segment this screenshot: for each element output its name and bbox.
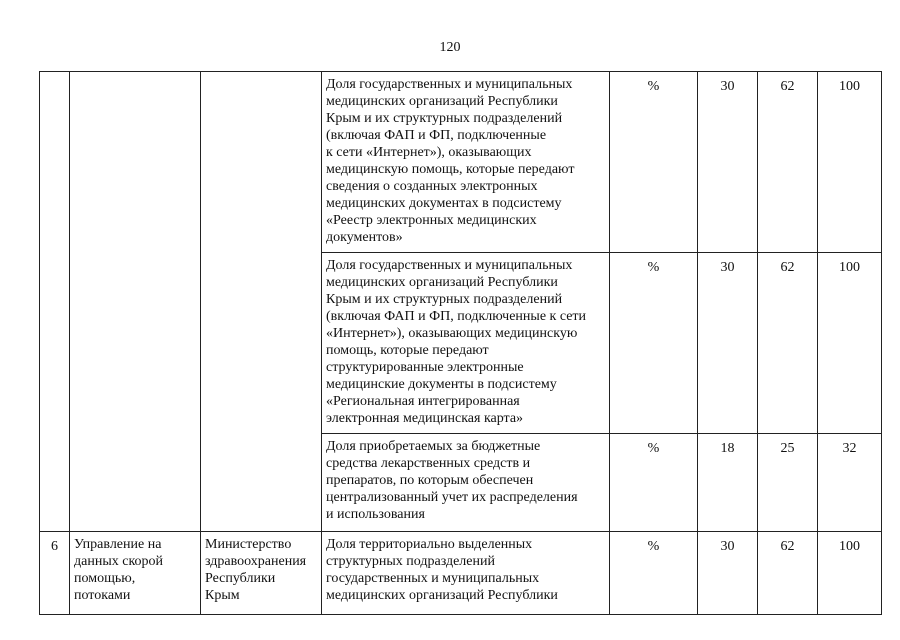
value-cell-1	[698, 532, 758, 615]
value-2: 62	[780, 260, 795, 275]
indicator-cell	[322, 434, 610, 532]
value-cell-3	[818, 253, 882, 434]
value-cell-2	[758, 532, 818, 615]
value-cell-1	[698, 253, 758, 434]
row-number-cell	[40, 72, 70, 532]
value-cell-1	[698, 434, 758, 532]
row-number: 6	[51, 539, 58, 554]
row-number-cell	[40, 532, 70, 615]
table-row	[40, 532, 882, 615]
value-1: 30	[720, 539, 735, 554]
value-1: 30	[720, 79, 735, 94]
measure-name: Управление на данных скорой помощью, потоками	[74, 537, 164, 603]
unit-cell	[610, 72, 698, 253]
unit: %	[647, 539, 660, 554]
value-3: 32	[842, 441, 857, 456]
value-2: 62	[780, 79, 795, 94]
responsible-org-cell	[201, 532, 322, 615]
indicator-cell	[322, 253, 610, 434]
indicator-text: Доля территориально выделенных структурных подразделений государственных и муниципальных медицинских организаций Республики	[326, 537, 558, 603]
indicator-cell	[322, 532, 610, 615]
value-2: 25	[780, 441, 795, 456]
unit-cell	[610, 434, 698, 532]
responsible-org-cell	[201, 72, 322, 532]
responsible-org: Министерство здравоохранения Республики Крым	[205, 537, 307, 603]
value-cell-2	[758, 72, 818, 253]
indicator-text: Доля приобретаемых за бюджетные средства лекарственных средств и препаратов, по которым обеспечен централизованный учет их распределения и использования	[326, 439, 578, 522]
measure-name-cell	[70, 532, 201, 615]
value-cell-2	[758, 253, 818, 434]
value-1: 18	[720, 441, 735, 456]
value-3: 100	[839, 260, 860, 275]
page-number: 120	[439, 40, 461, 55]
value-3: 100	[839, 79, 860, 94]
value-cell-3	[818, 434, 882, 532]
value-cell-1	[698, 72, 758, 253]
value-1: 30	[720, 260, 735, 275]
value-cell-2	[758, 434, 818, 532]
value-cell-3	[818, 72, 882, 253]
value-3: 100	[839, 539, 860, 554]
indicators-table	[39, 71, 882, 615]
value-2: 62	[780, 539, 795, 554]
value-cell-3	[818, 532, 882, 615]
unit: %	[647, 79, 660, 94]
indicator-text: Доля государственных и муниципальных медицинских организаций Республики Крым и их структурных подразделений (включая ФАП и ФП, подключенные к сети «Интернет»), оказывающих медицинскую помощь, которые передают структурированные электронные медицинские документы в подсистему «Региональная интегрированная электронная медицинская карта»	[326, 258, 587, 426]
indicator-text: Доля государственных и муниципальных медицинских организаций Республики Крым и их структурных подразделений (включая ФАП и ФП, подключенные к сети «Интернет»), оказывающих медицинскую помощь, которые передают сведения о созданных электронных медицинских документах в подсистему «Реестр электронных медицинских документов»	[326, 77, 575, 245]
unit: %	[647, 441, 660, 456]
table-row	[40, 72, 882, 253]
indicator-cell	[322, 72, 610, 253]
unit: %	[647, 260, 660, 275]
measure-name-cell	[70, 72, 201, 532]
unit-cell	[610, 532, 698, 615]
unit-cell	[610, 253, 698, 434]
